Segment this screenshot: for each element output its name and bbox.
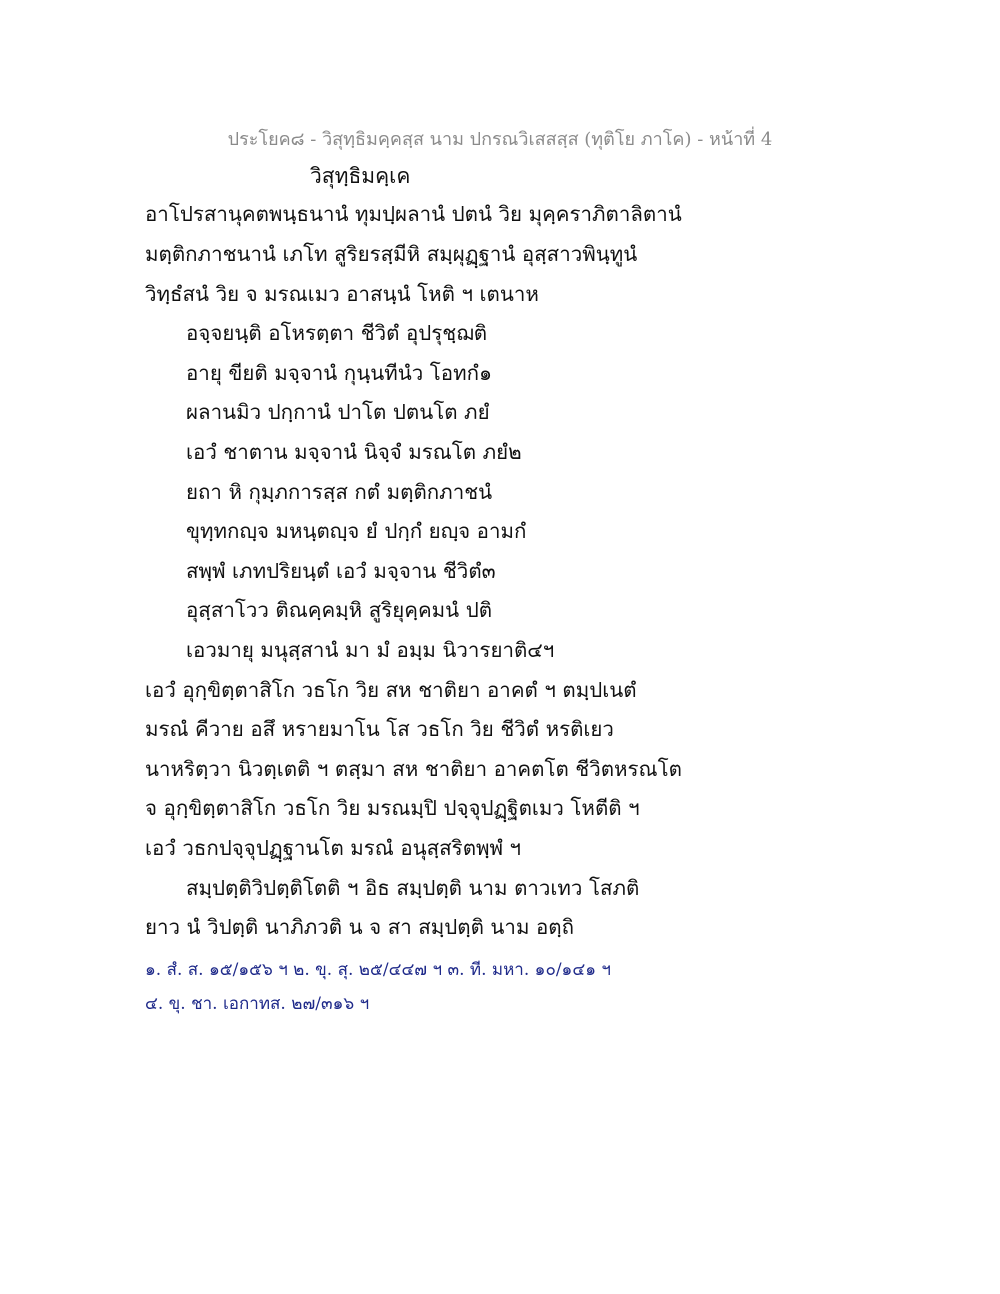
text-line: มตฺติกภาชนานํ เภโท สูริยรสฺมีหิ สมฺผุฏฺฐานํ อุสฺสาวพินฺทูนํ [145, 242, 638, 266]
text-line: เอวํ วธกปจฺจุปฏฺฐานโต มรณํ อนุสฺสริตพฺพํ ฯ [145, 836, 522, 860]
section-title: วิสุทฺธิมคฺเค [310, 164, 411, 188]
verse-line: อุสฺสาโวว ติณคฺคมฺหิ สูริยุคฺคมนํ ปติ [186, 598, 493, 622]
verse-line: ขุทฺทกญฺจ มหนฺตญฺจ ยํ ปกฺกํ ยญฺจ อามกํ [186, 519, 527, 543]
verse-line: เอวมายุ มนุสฺสานํ มา มํ อมฺม นิวารยาติ๔ฯ [186, 638, 555, 662]
text-line: นาหริตฺวา นิวตฺเตติ ฯ ตสฺมา สห ชาติยา อาคตโต ชีวิตหรณโต [145, 757, 682, 781]
page-header [0, 124, 1000, 153]
text-line: ยาว นํ วิปตฺติ นาภิภวติ น จ สา สมฺปตฺติ นาม อตฺถิ [145, 915, 575, 939]
text-line: เอวํ อุกฺขิตฺตาสิโก วธโก วิย สห ชาติยา อาคตํ ฯ ตมฺปเนตํ [145, 678, 637, 702]
footnote-line: ๑. สํ. ส. ๑๕/๑๕๖ ฯ ๒. ขุ. สุ. ๒๕/๔๔๗ ฯ ๓. ที. มหา. ๑๐/๑๔๑ ฯ [145, 960, 611, 980]
text-line: จ อุกฺขิตฺตาสิโก วธโก วิย มรณมฺปิ ปจฺจุปฏฺฐิตเมว โหตีติ ฯ [145, 796, 640, 820]
text-line-indented: สมฺปตฺติวิปตฺติโตติ ฯ อิธ สมฺปตฺติ นาม ตาวเทว โสภติ [186, 876, 640, 900]
verse-line: ผลานมิว ปกฺกานํ ปาโต ปตนโต ภยํ [186, 400, 490, 424]
page-header-text: ประโยค๘ - วิสุทฺธิมคฺคสฺส นาม ปกรณวิเสสสฺส (ทุติโย ภาโค) - หน้าที่ 4 [227, 129, 773, 150]
verse-line: อจฺจยนฺติ อโหรตฺตา ชีวิตํ อุปรุชฺฌติ [186, 321, 488, 345]
text-line: มรณํ คีวาย อสึ หรายมาโน โส วธโก วิย ชีวิตํ หรติเยว [145, 717, 614, 741]
verse-line: อายุ ขียติ มจฺจานํ กุนฺนทีนํว โอทกํ๑ [186, 361, 493, 385]
text-line: วิทฺธํสนํ วิย จ มรณเมว อาสนฺนํ โหติ ฯ เตนาห [145, 282, 539, 306]
text-line: อาโปรสานุคตพนฺธนานํ ทุมปฺผลานํ ปตนํ วิย มุคฺคราภิตาลิตานํ [145, 202, 682, 226]
footnote-line: ๔. ขุ. ชา. เอกาทส. ๒๗/๓๑๖ ฯ [145, 994, 370, 1014]
verse-line: ยถา หิ กุมฺภการสฺส กตํ มตฺติกภาชนํ [186, 480, 493, 504]
verse-line: สพฺพํ เภทปริยนฺตํ เอวํ มจฺจาน ชีวิตํ๓ [186, 559, 496, 583]
verse-line: เอวํ ชาตาน มจฺจานํ นิจฺจํ มรณโต ภยํ๒ [186, 440, 522, 464]
